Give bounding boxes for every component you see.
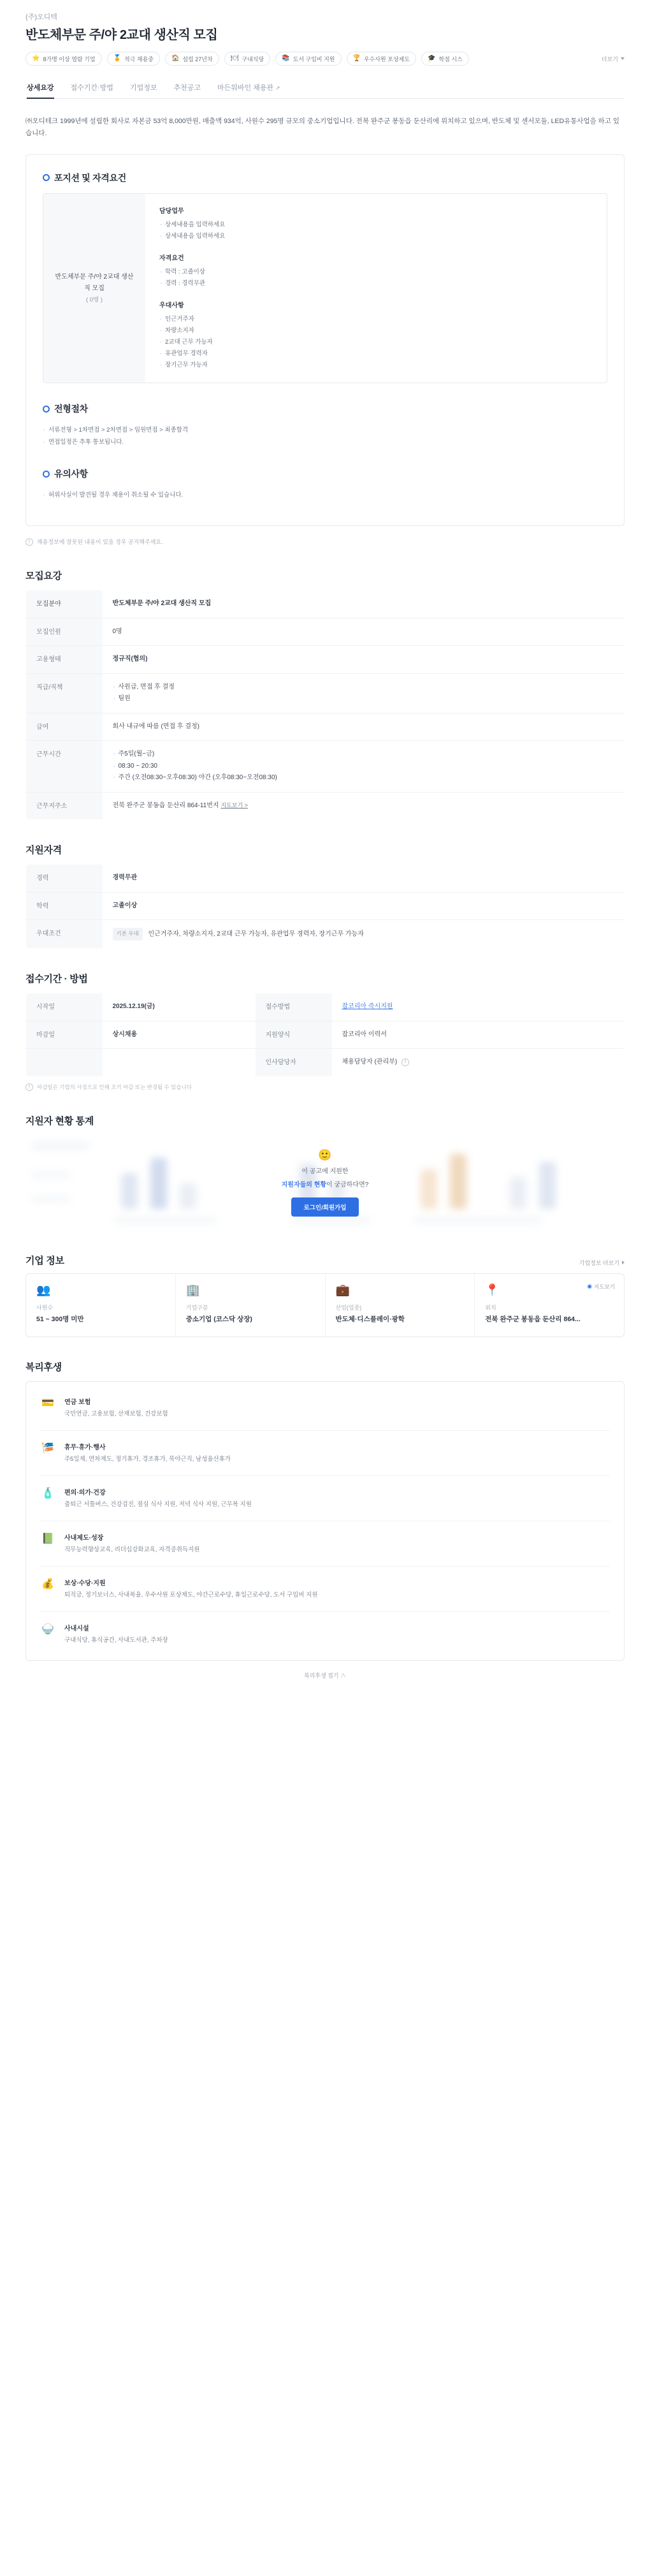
row-key: 마감일 [26, 1021, 103, 1049]
preference-value: 인근거주자, 차량소지자, 2교대 근무 가능자, 유관업무 경력자, 장기근무 가능자 [148, 930, 364, 938]
cell-label: 사원수 [36, 1304, 54, 1311]
position-name-cell [43, 194, 145, 383]
list-item: · 차량소지자 [159, 325, 593, 337]
cell-value: 반도체·디스플레이·광학 [335, 1315, 405, 1323]
benefits-card [25, 1381, 625, 1662]
tab-label: 접수기간·방법 [70, 84, 113, 92]
duty-title: 담당업무 [159, 207, 184, 215]
section-title: 유의사항 [54, 469, 88, 479]
table-row [26, 590, 625, 618]
badge-row [25, 52, 625, 66]
benefit-title: 사내시설 [64, 1625, 89, 1633]
benefits-title: 복리후생 [25, 1361, 62, 1373]
work-address: 전북 완주군 봉동읍 둔산리 864-11번지 [112, 801, 219, 809]
company-intro: ㈜오디테크 1999년에 설립한 회사로 자본금 53억 8,000만원, 매출액 934억, 사원수 295명 규모의 중소기업입니다. 전북 완주군 봉동읍 둔산리에 위치하고 있으며, 반도체 및 센서모듈, LED유통사업을 하고 있습니다. [25, 117, 620, 138]
table-row [26, 1049, 625, 1077]
list-item: · 사원급, 면접 후 결정 [113, 682, 614, 694]
recruit-table [25, 590, 625, 820]
badge-label: 학점 시스 [438, 55, 463, 62]
login-signup-button[interactable]: 로그인/회원가입 [291, 1197, 359, 1217]
medal-icon: 🏅 [113, 55, 121, 62]
badge-item [107, 52, 160, 66]
location-pin-icon: ◉ [587, 1283, 593, 1290]
tab-details[interactable] [27, 76, 54, 98]
row-key: 근무지주소 [26, 792, 103, 820]
tab-label: 상세요강 [27, 84, 54, 92]
benefit-title: 사내제도·성장 [64, 1534, 104, 1542]
briefcase-icon: 💼 [335, 1283, 350, 1296]
row-key: 학력 [26, 892, 103, 920]
benefit-row [40, 1476, 610, 1521]
row-value: 반도체부문 주/야 2교대 생산직 모집 [112, 600, 212, 608]
qualification-title: 지원자격 [25, 845, 62, 856]
benefit-row [40, 1612, 610, 1657]
benefit-desc: 국민연금, 고용보험, 산재보험, 건강보험 [64, 1410, 168, 1417]
recruit-title: 모집요강 [25, 571, 62, 582]
row-value [103, 673, 625, 713]
qualification-table [25, 864, 625, 949]
badge-label: 설립 27년차 [182, 55, 213, 62]
table-row [26, 993, 625, 1021]
bullet-icon [43, 471, 50, 478]
table-row [26, 673, 625, 713]
section-header-caution [43, 467, 607, 480]
chevron-right-icon [622, 1261, 625, 1264]
table-row [26, 713, 625, 741]
stats-chart-locked [25, 1135, 625, 1231]
benefit-desc: 퇴직금, 정기보너스, 사내복율, 우수사원 포상제도, 야간근로수당, 휴일근로수당, 도서 구입비 지원 [64, 1592, 318, 1599]
row-value [103, 741, 625, 793]
row-key: 우대조건 [26, 920, 103, 949]
bullet-icon [43, 174, 50, 181]
list-item: · 경력 : 경력무관 [159, 278, 593, 289]
process-list [43, 424, 607, 448]
benefit-title: 휴무·휴가·행사 [64, 1444, 106, 1451]
list-item: · 유관업무 경력자 [159, 348, 593, 360]
row-value: 0명 [112, 627, 122, 635]
row-key: 근무시간 [26, 741, 103, 793]
page-title: 반도체부문 주/야 2교대 생산직 모집 [25, 28, 218, 42]
row-key: 직급/직책 [26, 673, 103, 713]
requirement-title: 자격요건 [159, 254, 184, 262]
cell-label: 산업(업종) [335, 1304, 362, 1311]
section-title: 포지션 및 자격요건 [54, 172, 126, 183]
company-info-more-label: 기업정보 더보기 [579, 1259, 619, 1266]
money-icon: 💰 [41, 1579, 54, 1590]
lotion-icon: 🧴 [41, 1488, 54, 1499]
badge-label: 우수사원 포상제도 [363, 55, 410, 62]
section-header-process [43, 402, 607, 415]
table-row [26, 892, 625, 920]
benefit-desc: 출퇴근 서틀버스, 건강검진, 점심 식사 지원, 저녁 식사 지원, 근무복 지원 [64, 1500, 252, 1508]
graduation-icon: 🎓 [428, 55, 436, 62]
duty-group [159, 205, 593, 242]
tab-company-info[interactable] [130, 76, 157, 98]
row-value [103, 792, 625, 820]
company-info-more-link[interactable] [579, 1259, 625, 1267]
people-icon: 👥 [36, 1283, 51, 1296]
map-link[interactable]: 지도보기 > [220, 801, 248, 809]
chevron-down-icon [621, 57, 625, 60]
preference-group [159, 300, 593, 371]
info-icon: ! [25, 1083, 33, 1091]
external-link-icon: ↗ [275, 85, 280, 91]
stats-line-2-strong: 지원자들의 현황 [281, 1181, 327, 1189]
cell-label: 위치 [485, 1304, 496, 1311]
requirement-list [159, 267, 593, 289]
row-key: 모집분야 [26, 590, 103, 618]
info-icon[interactable]: i [401, 1058, 409, 1066]
company-info-type [176, 1274, 326, 1336]
row-value [103, 920, 625, 949]
house-icon: 🏠 [171, 55, 180, 62]
list-item: · 상세내용을 입력하세요 [159, 231, 593, 242]
cell-value: 중소기업 (코스닥 상장) [185, 1315, 252, 1323]
list-item: · 연접일정은 추후 통보됩니다. [43, 436, 607, 448]
benefit-row [40, 1431, 610, 1476]
trophy-icon: 🏆 [352, 55, 361, 62]
row-key: 시작일 [26, 993, 103, 1021]
list-item: · 허위사실이 발견될 경우 채용이 취소될 수 있습니다. [43, 489, 607, 501]
list-item: · 인근거주자 [159, 314, 593, 325]
tab-recruit-center[interactable] [217, 76, 280, 98]
position-count: ( 0명 ) [85, 296, 103, 304]
info-icon: ! [25, 538, 33, 546]
benefit-desc: 주5일제, 연차제도, 정기휴가, 경조휴가, 묵야근직, 남성율산휴가 [64, 1455, 231, 1463]
company-info-industry [326, 1274, 475, 1336]
company-name: (주)오디텍 [25, 13, 57, 21]
list-item: · 2교대 근무 가능자 [159, 337, 593, 348]
apply-section [25, 972, 625, 1091]
company-info-employees [26, 1274, 176, 1336]
book-icon: 📚 [282, 55, 290, 62]
value-list [113, 749, 614, 784]
report-notice[interactable] [25, 538, 625, 546]
badge-label: 8가명 이상 열람 기업 [43, 55, 96, 62]
caution-list [43, 489, 607, 501]
apply-footnote-label: 마감일은 기업의 사정으로 인해 조기 마감 또는 변경될 수 있습니다 [37, 1083, 192, 1090]
list-item: · 08:30 ~ 20:30 [113, 761, 614, 773]
benefit-title: 보상·수당·지원 [64, 1580, 106, 1588]
list-item: · 서류전형 > 1차면접 > 2차면접 > 임원면접 > 최종합격 [43, 424, 607, 436]
row-key: 고용형태 [26, 646, 103, 674]
benefit-desc: 직무능력향상교육, 리더십강화교육, 자격증취득지원 [64, 1546, 200, 1553]
table-row [26, 920, 625, 949]
tab-label: 마든워바인 채용관 [217, 84, 274, 92]
badge-item [25, 52, 102, 66]
stats-line-1: 이 공고에 지원한 [301, 1167, 349, 1175]
row-value: 회사 내규에 따름 (면접 후 결정) [112, 722, 199, 730]
detail-card [25, 154, 625, 526]
company-info-location [475, 1274, 624, 1336]
row-value: 고졸이상 [112, 902, 138, 909]
table-row [26, 741, 625, 793]
list-item: · 주간 (오전08:30~오후08:30) 야간 (오후08:30~오전08:30) [113, 772, 614, 784]
section-header-position [43, 172, 607, 184]
qualification-section [25, 843, 625, 949]
table-row [26, 792, 625, 820]
section-title: 전형절차 [54, 404, 88, 414]
row-key: 급여 [26, 713, 103, 741]
caution-section [43, 467, 607, 501]
position-table [43, 193, 607, 383]
stats-line-2 [282, 1179, 369, 1189]
row-key: 경력 [26, 865, 103, 893]
benefit-row [40, 1386, 610, 1431]
list-item: · 장기근무 가능자 [159, 360, 593, 371]
star-icon: ⭐ [32, 55, 40, 62]
company-info-title: 기업 정보 [25, 1255, 64, 1266]
job-posting-page [0, 11, 650, 1697]
apply-footnote [25, 1083, 625, 1091]
preference-list [159, 314, 593, 371]
table-row [26, 865, 625, 893]
row-key: 모집인원 [26, 618, 103, 646]
badge-item [224, 52, 270, 66]
row-value: 2025.12.19(금) [112, 1003, 155, 1011]
list-item: · 팀원 [113, 693, 614, 705]
row-key: 지원양식 [256, 1021, 332, 1049]
position-detail-cell [145, 194, 607, 383]
preference-tag: 기본 우대 [113, 928, 143, 940]
tab-bar [25, 76, 625, 99]
preference-title: 우대사항 [159, 302, 184, 310]
report-notice-label: 채용정보에 잘못된 내용이 있을 경우 공지해주세요. [37, 539, 163, 546]
apply-title: 접수기간 · 방법 [25, 974, 88, 985]
flag-icon: 🎏 [41, 1442, 54, 1454]
row-value [103, 1049, 256, 1077]
list-item: · 상세내용을 입력하세요 [159, 219, 593, 231]
badge-label: 구내식당 [242, 55, 264, 62]
stats-login-overlay [25, 1135, 625, 1231]
badge-item [275, 52, 341, 66]
row-value [332, 1049, 625, 1077]
row-value: 잡코리아 이력서 [342, 1030, 387, 1038]
tab-label: 기업정보 [129, 84, 157, 92]
location-pin-icon: 📍 [485, 1283, 500, 1296]
recruit-section [25, 569, 625, 820]
badge-more-button[interactable] [602, 55, 625, 63]
badge-item [421, 52, 469, 66]
cell-value: 51 ~ 300명 미만 [36, 1315, 84, 1323]
badge-item [165, 52, 219, 66]
rice-icon: 🍚 [41, 1624, 54, 1636]
list-item: · 학력 : 고졸이상 [159, 267, 593, 278]
row-value: 정규직(협의) [112, 655, 148, 663]
map-view-label: 지도보기 [594, 1283, 615, 1290]
company-info-section [25, 1254, 625, 1337]
row-key [26, 1049, 103, 1077]
card-icon: 💳 [41, 1397, 54, 1409]
hr-manager: 채용담당자 (관리부) [342, 1058, 398, 1066]
row-value: 상시채용 [112, 1030, 138, 1038]
benefit-desc: 구내식당, 휴식공간, 사내도서관, 주차장 [64, 1637, 168, 1644]
map-view-link[interactable] [587, 1283, 615, 1291]
process-section [43, 402, 607, 448]
posting-header [25, 11, 625, 43]
table-row [26, 618, 625, 646]
badge-more-label: 더보기 [601, 55, 618, 62]
benefit-row [40, 1521, 610, 1567]
cell-value: 전북 완주군 봉동읍 둔산리 864... [485, 1315, 581, 1323]
row-key: 인사담당자 [256, 1049, 332, 1077]
badge-label: 도서 구입비 지원 [292, 55, 335, 62]
row-key: 접수방법 [256, 993, 332, 1021]
company-info-header [25, 1254, 625, 1267]
badge-label: 적극 채용중 [124, 55, 154, 62]
stats-title: 지원자 현황 통계 [25, 1115, 94, 1127]
duty-list [159, 219, 593, 242]
company-info-grid [25, 1273, 625, 1337]
tab-recommended[interactable] [173, 76, 201, 98]
table-row [26, 646, 625, 674]
benefits-collapse-button[interactable]: 복리후생 접기 ∧ [303, 1672, 347, 1680]
stats-line-2-rest: 이 궁금하다면? [326, 1181, 369, 1189]
list-item: · 주5일(월~금) [113, 749, 614, 761]
smiley-icon: 🙂 [318, 1148, 332, 1161]
apply-method-link[interactable]: 잡코리아 즉시지원 [342, 1003, 393, 1011]
bullet-icon [43, 406, 50, 413]
requirement-group [159, 252, 593, 289]
benefits-section [25, 1360, 625, 1698]
benefit-title: 편의·의가·건강 [64, 1489, 106, 1497]
apply-table [25, 993, 625, 1077]
meal-icon: 🍽 [230, 55, 239, 62]
benefit-row [40, 1567, 610, 1612]
cell-label: 기업구분 [185, 1304, 208, 1311]
row-value: 경력무관 [112, 874, 138, 882]
badge-item [347, 52, 417, 66]
book-icon: 📗 [41, 1533, 54, 1544]
position-title: 반도체부문 주/야 2교대 생산직 모집 [55, 273, 134, 292]
benefit-title: 연금 보험 [64, 1398, 91, 1406]
stats-section [25, 1114, 625, 1231]
table-row [26, 1021, 625, 1049]
building-icon: 🏢 [185, 1283, 201, 1296]
value-list [113, 682, 614, 705]
tab-label: 추천공고 [173, 84, 201, 92]
row-value[interactable] [332, 993, 625, 1021]
tab-apply-period[interactable] [71, 76, 113, 98]
